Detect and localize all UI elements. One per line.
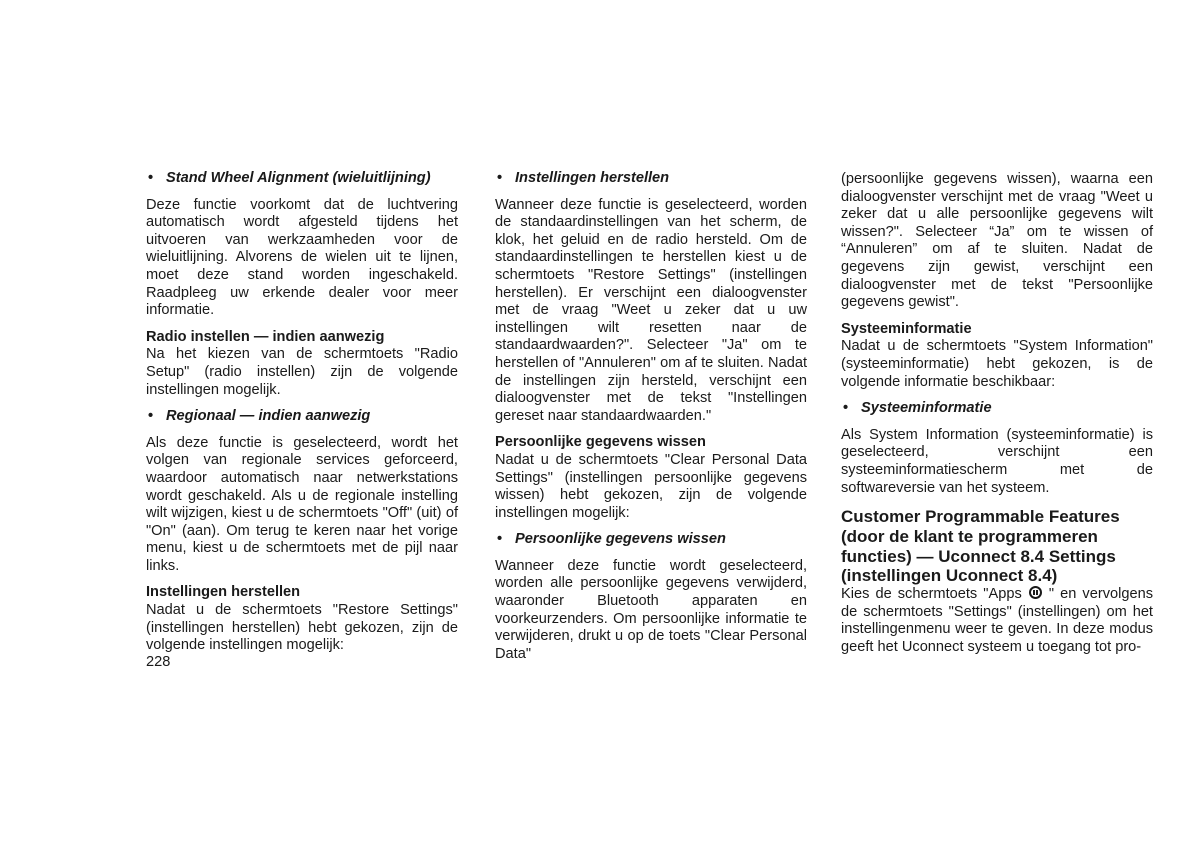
bullet-heading [495, 531, 807, 549]
bullet-heading-text: Stand Wheel Alignment (wieluitlijning) [166, 170, 431, 186]
bullet-icon: • [497, 531, 503, 548]
paragraph: Als deze functie is geselecteerd, wordt het volgen van regionale services geforceerd, waardoor automatisch naar netwerkstations wordt geschakeld. Als u de regionale instelling wilt wijzigen, kiest u de schermtoets "Off" (uit) of "On" (aan). Om terug te keren naar het vorige menu, kiest u de schermtoets met de pijl naar links. [146, 434, 458, 574]
bullet-heading-text: Persoonlijke gegevens wissen [515, 531, 726, 548]
section-heading: Customer Programmable Features (door de klant te programmeren functies) — Uconnect 8.4 Settings (instellingen Uconnect 8.4) [841, 507, 1120, 586]
paragraph: Wanneer deze functie wordt geselecteerd, worden alle persoonlijke gegevens verwijderd, waaronder Bluetooth apparaten en voorkeurzenders. Om persoonlijke informatie te verwijderen, drukt u op de toets "Clear Personal Data" [495, 557, 807, 662]
bullet-heading [495, 170, 807, 188]
bullet-icon: • [148, 170, 154, 186]
paragraph: Na het kiezen van de schermtoets "Radio Setup" (radio instellen) zijn de volgende instellingen mogelijk. [146, 346, 458, 398]
bullet-icon: • [497, 170, 503, 186]
paragraph: Nadat u de schermtoets "Restore Settings" (instellingen herstellen) hebt gekozen, zijn de volgende instellingen mogelijk: [146, 602, 458, 654]
paragraph: Deze functie voorkomt dat de luchtvering automatisch wordt afgesteld tijdens het uitvoeren van werkzaamheden voor de wieluitlijning. Alvorens de wielen uit te lijnen, moet deze stand worden ingeschakeld. Raadpleeg uw erkende dealer voor meer informatie. [146, 196, 458, 319]
paragraph: (persoonlijke gegevens wissen), waarna een dialoogvenster verschijnt met de vraag "Weet u zeker dat u alle persoonlijke gegevens wilt wissen?". Selecteer “Ja” om te wissen of “Annuleren” om af te sluiten. Nadat de gegevens zijn gewist, verschijnt een dialoogvenster met de tekst "Persoonlijke gegevens gewist". [841, 171, 1153, 311]
bullet-heading [146, 170, 458, 188]
bullet-heading-text: Instellingen herstellen [515, 170, 670, 186]
bullet-heading-text: Systeeminformatie [861, 400, 992, 417]
bullet-icon: • [843, 400, 849, 417]
column-left [146, 170, 458, 655]
sub-heading: Systeeminformatie [841, 320, 972, 337]
apps-icon [1029, 586, 1042, 599]
paragraph-text: " en vervolgens de schermtoets "Settings" (instellingen) om het instellingenmenu weer te geven. In deze modus geeft het Uconnect systeem u toegang tot pro- [841, 586, 1153, 656]
column-right [841, 171, 1153, 657]
page-number: 228 [146, 654, 171, 670]
sub-heading: Radio instellen — indien aanwezig [146, 328, 385, 345]
paragraph: Wanneer deze functie is geselecteerd, worden de standaardinstellingen van het scherm, de klok, het geluid en de radio hersteld. Om de standaardinstellingen te herstellen kiest u de schermtoets "Restore Settings" (instellingen herstellen). Er verschijnt een dialoogvenster met de vraag "Weet u zeker dat u uw instellingen wilt resetten naar de standaardwaarden?". Selecteer "Ja" om te herstellen of "Annuleren" om af te sluiten. Nadat de instellingen zijn hersteld, verschijnt een dialoogvenster met de tekst "Instellingen gereset naar standaardwaarden." [495, 196, 807, 424]
bullet-icon: • [148, 408, 154, 425]
paragraph [841, 586, 1153, 656]
paragraph-text: Kies de schermtoets "Apps [841, 586, 1028, 603]
paragraph: Als System Information (systeeminformatie) is geselecteerd, verschijnt een systeeminformatiescherm met de softwareversie van het systeem. [841, 426, 1153, 496]
bullet-heading-text: Regionaal — indien aanwezig [166, 408, 371, 425]
paragraph: Nadat u de schermtoets "Clear Personal Data Settings" (instellingen persoonlijke gegevens wissen) hebt gekozen, zijn de volgende instellingen mogelijk: [495, 451, 807, 521]
paragraph: Nadat u de schermtoets "System Information" (systeeminformatie) hebt gekozen, is de volgende informatie beschikbaar: [841, 338, 1153, 390]
sub-heading: Persoonlijke gegevens wissen [495, 434, 706, 451]
column-middle [495, 170, 807, 663]
bullet-heading [146, 408, 458, 426]
sub-heading: Instellingen herstellen [146, 584, 301, 601]
bullet-heading [841, 400, 1153, 418]
